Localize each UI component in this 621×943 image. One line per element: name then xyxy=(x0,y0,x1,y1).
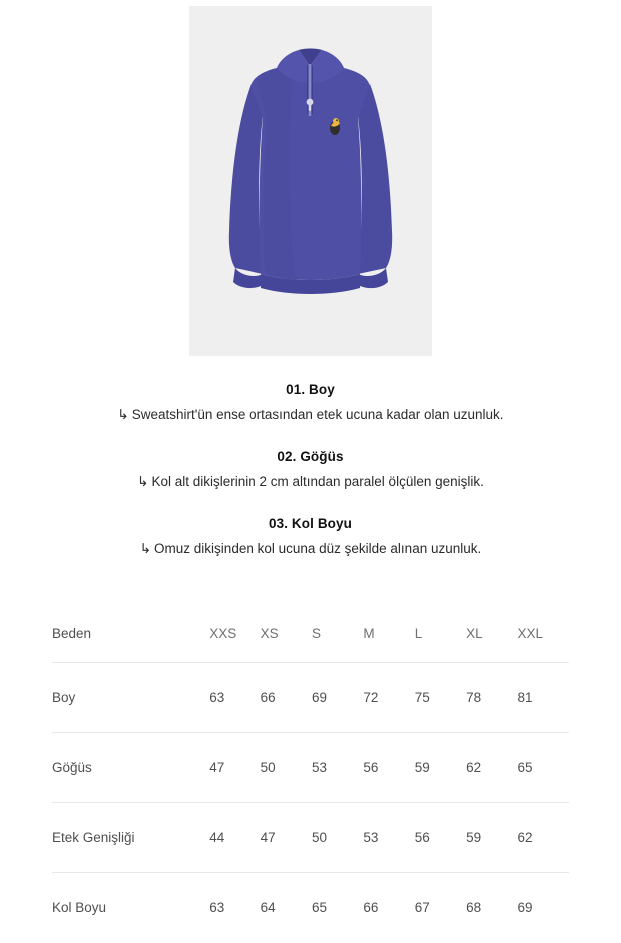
arrow-icon: ↳ xyxy=(137,474,149,490)
cell-etek-xxl: 62 xyxy=(518,803,569,873)
cell-boy-m: 72 xyxy=(363,663,414,733)
cell-gogus-xs: 50 xyxy=(261,733,312,803)
table-row xyxy=(52,803,569,873)
cell-boy-xs: 66 xyxy=(261,663,312,733)
column-header-xxl: XXL xyxy=(518,605,569,663)
size-table xyxy=(52,605,569,943)
column-header-xl: XL xyxy=(466,605,517,663)
cell-etek-xs: 47 xyxy=(261,803,312,873)
cell-kol-xxl: 69 xyxy=(517,900,533,916)
column-header-beden: Beden xyxy=(52,605,209,663)
note-title-1: 01. Boy xyxy=(286,382,335,397)
cell-gogus-xxs: 47 xyxy=(209,733,260,803)
size-table-body xyxy=(52,663,569,943)
cell-gogus-xl: 62 xyxy=(466,733,517,803)
cell-gogus-xxl: 65 xyxy=(518,733,569,803)
row-label-kol-boyu: Kol Boyu xyxy=(52,900,107,916)
cell-etek-xl: 59 xyxy=(466,803,517,873)
cell-gogus-m: 56 xyxy=(363,733,414,803)
cell-gogus-l: 59 xyxy=(415,733,466,803)
cell-boy-s: 69 xyxy=(312,663,363,733)
note-title-3: 03. Kol Boyu xyxy=(269,516,352,532)
arrow-icon: ↳ xyxy=(139,541,152,557)
size-guide-page xyxy=(0,6,621,937)
cell-etek-m: 53 xyxy=(363,803,414,873)
product-image xyxy=(189,6,432,356)
cell-kol-m: 66 xyxy=(363,900,379,916)
note-desc-text-1: Sweatshirt'ün ense ortasından etek ucuna kadar olan uzunluk. xyxy=(131,407,504,422)
column-header-l: L xyxy=(415,605,466,663)
cell-kol-xxs: 63 xyxy=(209,900,225,916)
sweatshirt-illustration xyxy=(189,6,432,356)
arrow-icon: ↳ xyxy=(117,407,129,422)
row-label-etek-genisligi: Etek Genişliği xyxy=(52,803,209,873)
cell-gogus-s: 53 xyxy=(312,733,363,803)
cell-kol-s: 65 xyxy=(312,900,328,916)
note-desc-text-3: Omuz dikişinden kol ucuna düz şekilde alınan uzunluk. xyxy=(154,541,482,557)
row-label-gogus: Göğüs xyxy=(52,733,209,803)
cell-boy-xxl: 81 xyxy=(518,663,569,733)
note-desc-1 xyxy=(28,406,593,424)
column-header-s: S xyxy=(312,605,363,663)
cell-etek-xxs: 44 xyxy=(209,803,260,873)
table-header-row xyxy=(52,605,569,663)
cell-etek-s: 50 xyxy=(312,803,363,873)
column-header-xxs: XXS xyxy=(209,605,260,663)
note-desc-2 xyxy=(28,473,593,491)
row-label-boy: Boy xyxy=(52,663,209,733)
cell-kol-l: 67 xyxy=(414,900,430,916)
cell-kol-xl: 68 xyxy=(466,900,482,916)
cell-kol-xs: 64 xyxy=(260,900,276,916)
cell-etek-l: 56 xyxy=(415,803,466,873)
cell-boy-l: 75 xyxy=(415,663,466,733)
cell-boy-xl: 78 xyxy=(466,663,517,733)
column-header-m: M xyxy=(363,605,414,663)
table-row xyxy=(52,733,569,803)
size-table-head xyxy=(52,605,569,663)
table-row xyxy=(52,873,569,943)
table-row xyxy=(52,663,569,733)
note-title-2: 02. Göğüs xyxy=(277,449,344,465)
column-header-xs: XS xyxy=(261,605,312,663)
note-desc-3 xyxy=(28,540,593,558)
size-table-container xyxy=(52,605,569,943)
note-desc-text-2: Kol alt dikişlerinin 2 cm altından paralel ölçülen genişlik. xyxy=(151,474,484,490)
measurement-notes xyxy=(0,382,621,559)
cell-boy-xxs: 63 xyxy=(209,663,260,733)
